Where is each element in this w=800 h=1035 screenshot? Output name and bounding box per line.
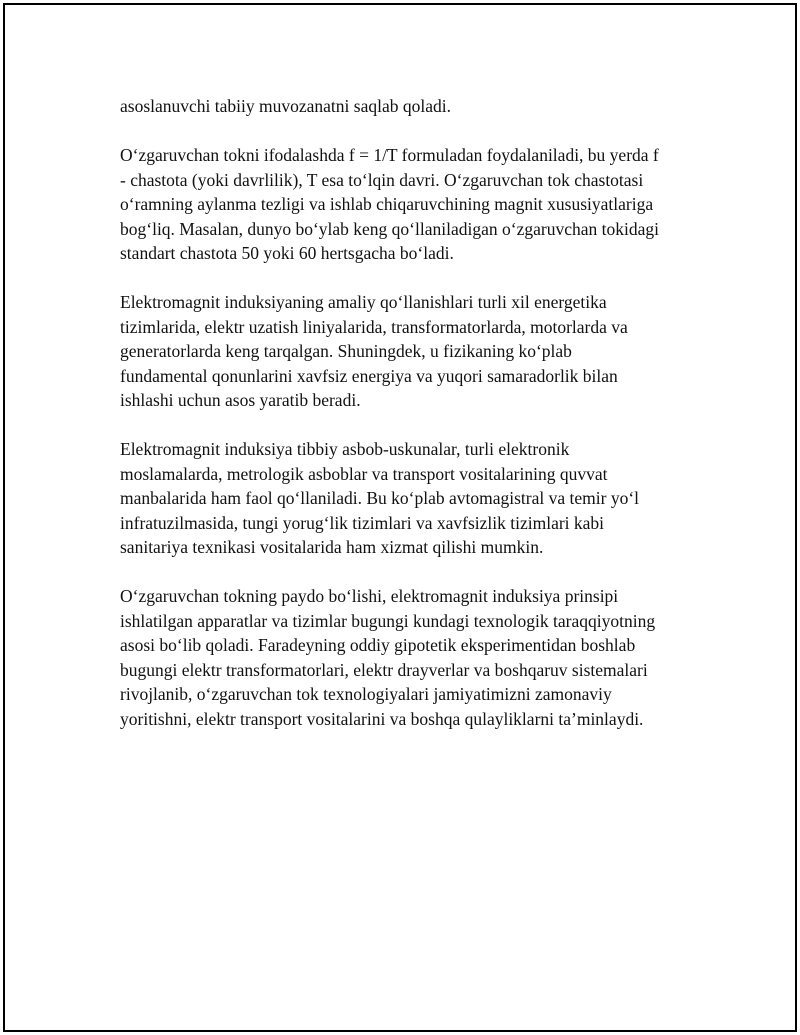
- text-line: manbalarida ham faol qo‘llaniladi. Bu ko‘plab avtomagistral va temir yo‘l: [120, 488, 640, 508]
- text-line: sanitariya texnikasi vositalarida ham xizmat qilishi mumkin.: [120, 537, 544, 557]
- paragraph-5: [120, 584, 695, 731]
- text-line: asoslanuvchi tabiiy muvozanatni saqlab qoladi.: [120, 96, 451, 116]
- text-line: Elektromagnit induksiya tibbiy asbob-uskunalar, turli elektronik: [120, 439, 570, 459]
- text-line: O‘zgaruvchan tokning paydo bo‘lishi, elektromagnit induksiya prinsipi: [120, 586, 619, 606]
- text-line: rivojlanib, o‘zgaruvchan tok texnologiyalari jamiyatimizni zamonaviy: [120, 684, 612, 704]
- document-page: [3, 3, 797, 1032]
- paragraph-3: [120, 290, 695, 413]
- paragraph-4: [120, 437, 695, 560]
- text-line: tizimlarida, elektr uzatish liniyalarida, transformatorlarda, motorlarda va: [120, 316, 628, 337]
- text-line: moslamalarda, metrologik asboblar va transport vositalarining quvvat: [120, 463, 608, 484]
- text-line: ishlatilgan apparatlar va tizimlar bugungi kundagi texnologik taraqqiyotning: [120, 610, 656, 631]
- document-body: [120, 94, 695, 756]
- text-line: bog‘liq. Masalan, dunyo bo‘ylab keng qo‘llaniladigan o‘zgaruvchan tokidagi: [120, 218, 659, 239]
- text-line: Elektromagnit induksiyaning amaliy qo‘llanishlari turli xil energetika: [120, 292, 607, 312]
- paragraph-2: [120, 143, 695, 266]
- text-line: o‘ramning aylanma tezligi va ishlab chiqaruvchining magnit xususiyatlariga: [120, 194, 654, 214]
- text-line: bugungi elektr transformatorlari, elektr drayverlar va boshqaruv sistemalari: [120, 659, 648, 680]
- text-line: fundamental qonunlarini xavfsiz energiya va yuqori samaradorlik bilan: [120, 365, 618, 386]
- text-line: generatorlarda keng tarqalgan. Shuningdek, u fizikaning ko‘plab: [120, 341, 572, 361]
- text-line: infratuzilmasida, tungi yorug‘lik tizimlari va xavfsizlik tizimlari kabi: [120, 512, 605, 533]
- text-line: ishlashi uchun asos yaratib beradi.: [120, 390, 361, 410]
- text-line: standart chastota 50 yoki 60 hertsgacha bo‘ladi.: [120, 243, 454, 263]
- paragraph-1: [120, 94, 695, 119]
- text-line: - chastota (yoki davrlilik), T esa to‘lqin davri. O‘zgaruvchan tok chastotasi: [120, 169, 644, 190]
- text-line: O‘zgaruvchan tokni ifodalashda f = 1/T formuladan foydalaniladi, bu yerda f: [120, 145, 659, 165]
- text-line: yoritishni, elektr transport vositalarini va boshqa qulayliklarni ta’minlaydi.: [120, 708, 644, 729]
- text-line: asosi bo‘lib qoladi. Faradeyning oddiy gipotetik eksperimentidan boshlab: [120, 635, 636, 655]
